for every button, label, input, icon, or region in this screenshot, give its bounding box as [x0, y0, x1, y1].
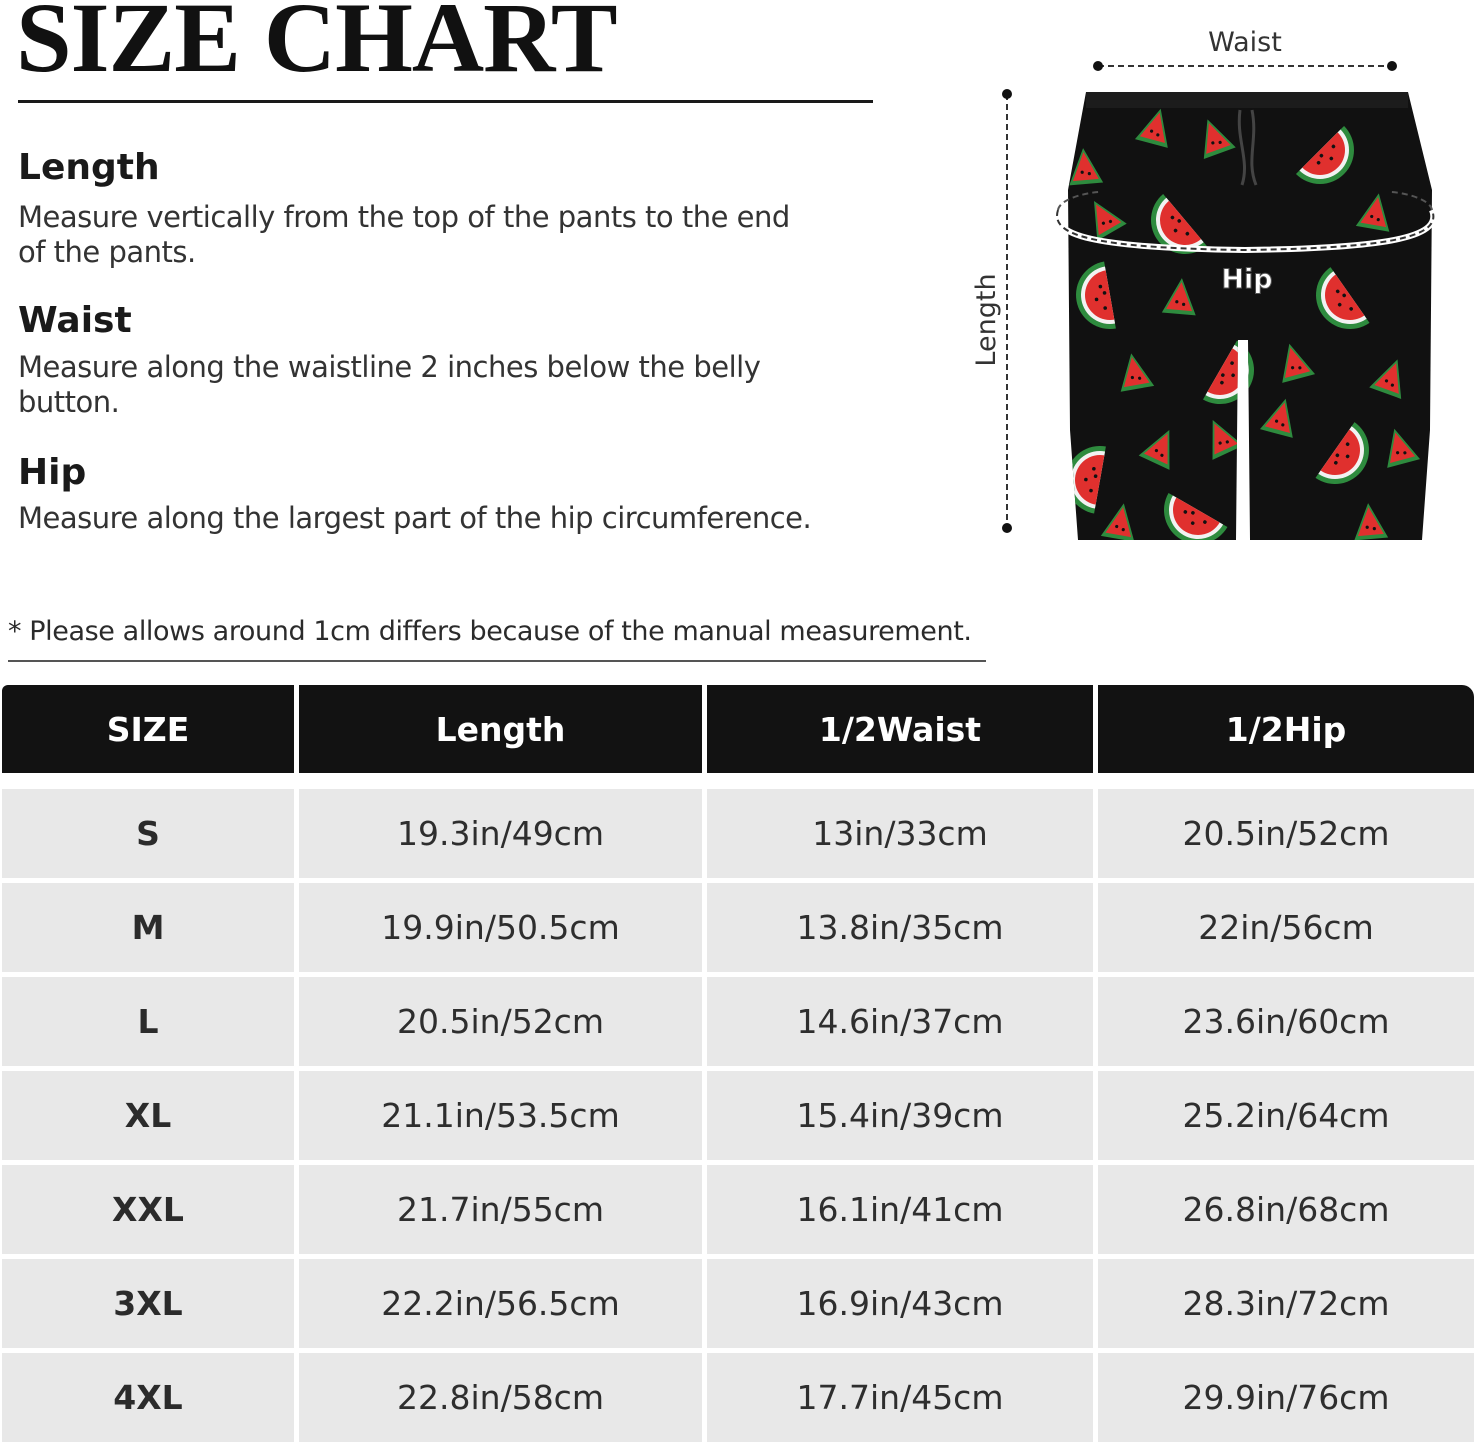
definition-text-length: Measure vertically from the top of the pants to the end of the pants.: [18, 200, 790, 269]
shorts-diagram: [960, 10, 1460, 560]
hip-label: Hip: [1221, 264, 1273, 295]
size-cell: 4XL: [2, 1353, 294, 1442]
length-cell: 22.2in/56.5cm: [299, 1259, 702, 1348]
length-cell: 20.5in/52cm: [299, 977, 702, 1066]
half-hip-cell: 29.9in/76cm: [1098, 1353, 1474, 1442]
length-label: Length: [971, 273, 1002, 367]
definition-term-hip: Hip: [18, 452, 87, 493]
header-half-hip: 1/2Hip: [1098, 685, 1474, 773]
size-cell: M: [2, 883, 294, 972]
half-waist-cell: 14.6in/37cm: [707, 977, 1093, 1066]
length-endpoint-top: [1002, 89, 1012, 99]
table-row: [2, 1071, 1474, 1160]
length-cell: 19.9in/50.5cm: [299, 883, 702, 972]
half-waist-cell: 13.8in/35cm: [707, 883, 1093, 972]
waist-label: Waist: [1208, 27, 1282, 58]
half-hip-cell: 23.6in/60cm: [1098, 977, 1474, 1066]
waist-endpoint-right: [1387, 61, 1397, 71]
half-waist-cell: 15.4in/39cm: [707, 1071, 1093, 1160]
header-half-waist: 1/2Waist: [707, 685, 1093, 773]
half-hip-cell: 20.5in/52cm: [1098, 789, 1474, 878]
definition-text-waist: Measure along the waistline 2 inches below the belly button.: [18, 350, 761, 419]
definition-text-hip: Measure along the largest part of the hip circumference.: [18, 501, 812, 535]
half-hip-cell: 28.3in/72cm: [1098, 1259, 1474, 1348]
half-hip-cell: 26.8in/68cm: [1098, 1165, 1474, 1254]
size-cell: 3XL: [2, 1259, 294, 1348]
shorts-body: [1060, 88, 1440, 556]
length-cell: 21.7in/55cm: [299, 1165, 702, 1254]
table-row: [2, 977, 1474, 1066]
half-waist-cell: 16.1in/41cm: [707, 1165, 1093, 1254]
definition-term-length: Length: [18, 147, 160, 188]
title-divider: [18, 100, 873, 103]
half-hip-cell: 22in/56cm: [1098, 883, 1474, 972]
half-hip-cell: 25.2in/64cm: [1098, 1071, 1474, 1160]
size-cell: XL: [2, 1071, 294, 1160]
measurement-note: * Please allows around 1cm differs because of the manual measurement.: [8, 616, 972, 647]
length-cell: 19.3in/49cm: [299, 789, 702, 878]
header-length: Length: [299, 685, 702, 773]
header-size: SIZE: [2, 685, 294, 773]
length-cell: 22.8in/58cm: [299, 1353, 702, 1442]
table-row: [2, 789, 1474, 878]
table-row: [2, 1259, 1474, 1348]
half-waist-cell: 13in/33cm: [707, 789, 1093, 878]
table-row: [2, 1353, 1474, 1442]
definition-term-waist: Waist: [18, 300, 132, 341]
half-waist-cell: 16.9in/43cm: [707, 1259, 1093, 1348]
size-cell: S: [2, 789, 294, 878]
length-endpoint-bottom: [1002, 523, 1012, 533]
size-cell: L: [2, 977, 294, 1066]
size-cell: XXL: [2, 1165, 294, 1254]
length-cell: 21.1in/53.5cm: [299, 1071, 702, 1160]
table-body: [2, 789, 1474, 1442]
size-table: [2, 685, 1474, 1447]
table-header-row: [2, 685, 1474, 773]
table-row: [2, 1165, 1474, 1254]
waist-endpoint-left: [1093, 61, 1103, 71]
note-divider: [8, 660, 986, 662]
page-title: SIZE CHART: [16, 0, 617, 93]
table-row: [2, 883, 1474, 972]
half-waist-cell: 17.7in/45cm: [707, 1353, 1093, 1442]
